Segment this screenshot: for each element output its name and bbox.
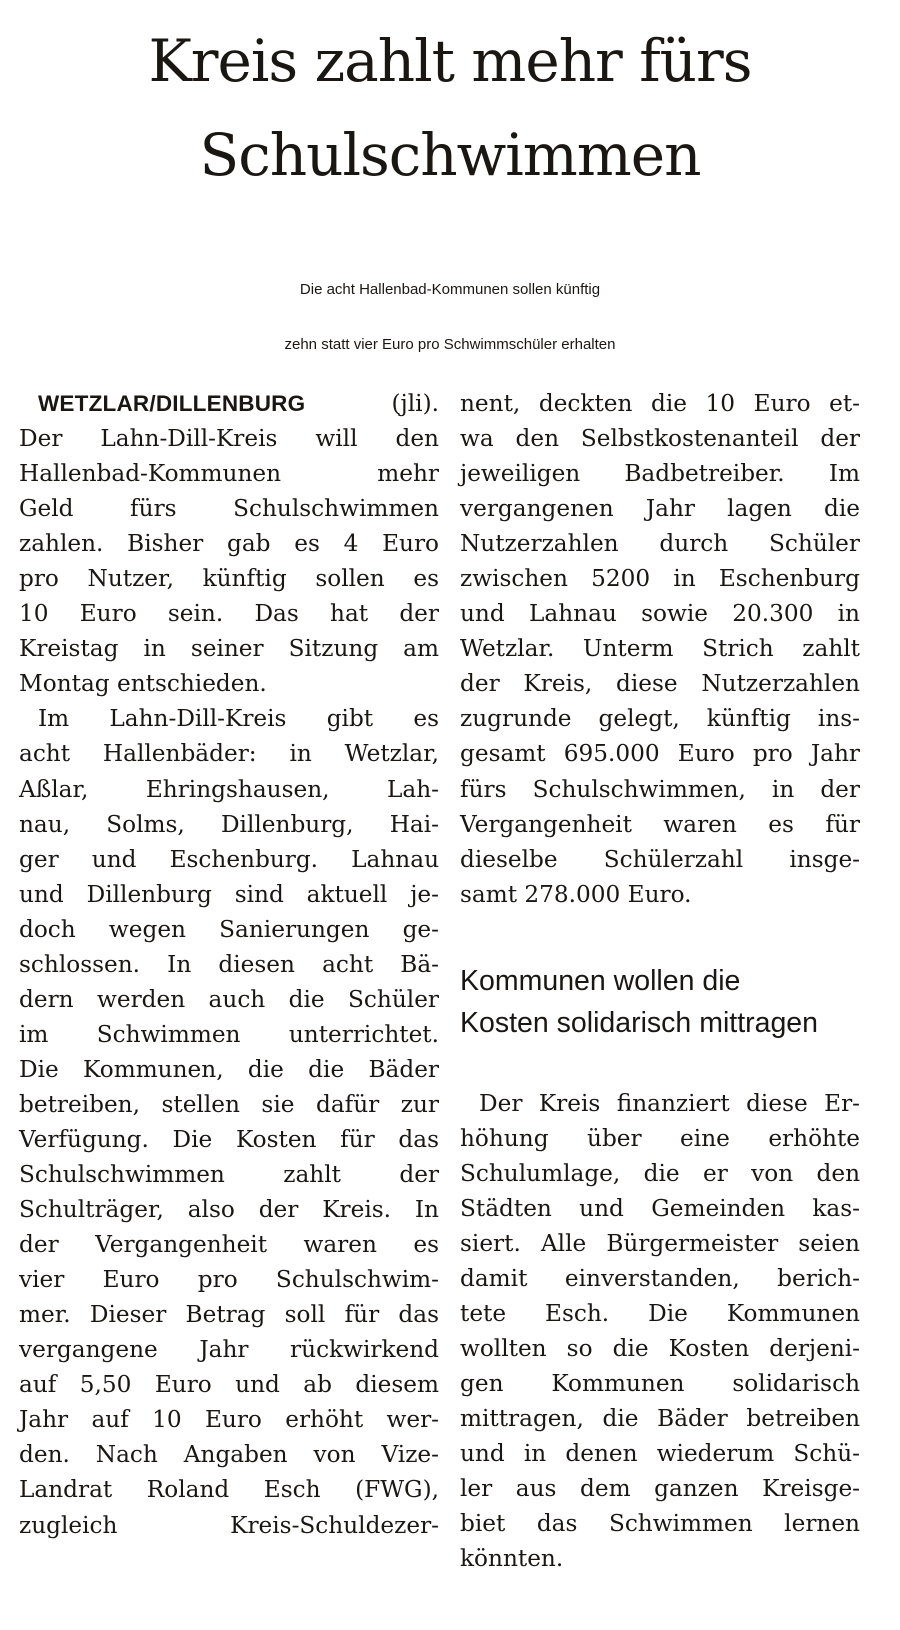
headline [0,14,900,202]
body-line: gesamt 695.000 Euro pro Jahr [460,740,860,768]
body-line: wa den Selbstkostenanteil der [460,425,860,453]
body-line: mittragen, die Bäder betreiben [460,1405,860,1433]
body-line: Jahr auf 10 Euro erhöht wer- [19,1406,439,1434]
body-line: könnten. [460,1545,564,1573]
headline-line: Kreis zahlt mehr fürs [148,27,752,95]
body-line: der Kreis, diese Nutzerzahlen [460,670,860,698]
author-tag: (jli). [391,390,439,417]
body-line: im Schwimmen unterrichtet. [19,1020,439,1048]
body-line: vergangenen Jahr lagen die [460,495,860,523]
dateline: WETZLAR/DILLENBURG [38,391,306,416]
body-line: pro Nutzer, künftig sollen es [19,565,439,593]
body-line: und Dillenburg sind aktuell je- [19,880,439,908]
intertitle-line: Kosten solidarisch mittragen [460,1006,819,1039]
body-line: dieselbe Schülerzahl insge- [460,845,860,873]
dateline-row [19,386,439,421]
body-line: gen Kommunen solidarisch [460,1370,860,1398]
body-line: Wetzlar. Unterm Strich zahlt [460,635,860,663]
body-line: zugrunde gelegt, künftig ins- [460,705,860,733]
body-line: Verfügung. Die Kosten für das [19,1125,439,1153]
article-column-left [19,386,439,1543]
subheadline [0,262,900,372]
intertitle [460,960,860,1044]
body-line: und in denen wiederum Schü- [460,1440,860,1468]
body-line: Hallenbad-Kommunen mehr [19,460,439,488]
body-line: wollten so die Kosten derjeni- [460,1335,860,1363]
body-line: samt 278.000 Euro. [460,880,692,908]
body-line: ler aus dem ganzen Kreisge- [460,1475,860,1503]
body-line: Im Lahn-Dill-Kreis gibt es [38,705,439,733]
body-line: höhung über eine erhöhte [460,1124,860,1152]
body-line: Aßlar, Ehringshausen, Lah- [19,775,439,803]
body-line: Kreistag in seiner Sitzung am [19,635,439,663]
body-line: 10 Euro sein. Das hat der [19,600,439,628]
body-line: und Lahnau sowie 20.300 in [460,600,860,628]
body-line: Städten und Gemeinden kas- [460,1194,860,1222]
article-column-right [460,386,860,1576]
body-line: der Vergangenheit waren es [19,1231,439,1259]
body-line: Montag entschieden. [19,670,267,698]
body-line: Landrat Roland Esch (FWG), [19,1476,439,1504]
body-line: nent, deckten die 10 Euro et- [460,390,860,417]
body-line: den. Nach Angaben von Vize- [19,1441,439,1469]
body-line: vergangene Jahr rückwirkend [19,1336,439,1364]
body-line: Schulumlage, die er von den [460,1159,860,1187]
body-line: Schulträger, also der Kreis. In [19,1196,439,1224]
body-line: auf 5,50 Euro und ab diesem [19,1371,439,1399]
body-line: mer. Dieser Betrag soll für das [19,1301,439,1329]
body-line: fürs Schulschwimmen, in der [460,775,860,803]
body-line: schlossen. In diesen acht Bä- [19,950,439,978]
body-line: jeweiligen Badbetreiber. Im [460,460,860,488]
body-line: damit einverstanden, berich- [460,1264,860,1292]
body-line: Der Lahn-Dill-Kreis will den [19,425,439,453]
body-line: vier Euro pro Schulschwim- [19,1266,439,1294]
body-line: Vergangenheit waren es für [460,810,860,838]
body-line: tete Esch. Die Kommunen [460,1299,860,1327]
headline-line: Schulschwimmen [199,121,701,189]
body-line: Schulschwimmen zahlt der [19,1161,439,1189]
body-line: zugleich Kreis-Schuldezer- [19,1511,439,1539]
body-line: nau, Solms, Dillenburg, Hai- [19,810,439,838]
body-line: biet das Schwimmen lernen [460,1510,860,1538]
intertitle-line: Kommunen wollen die [460,964,741,997]
body-line: Der Kreis finanziert diese Er- [479,1089,860,1117]
body-line: acht Hallenbäder: in Wetzlar, [19,740,439,768]
body-line: Die Kommunen, die die Bäder [19,1055,439,1083]
body-line: Geld fürs Schulschwimmen [19,495,439,523]
subheadline-line: zehn statt vier Euro pro Schwimmschüler erhalten [284,336,616,353]
body-line: dern werden auch die Schüler [19,985,439,1013]
body-line: siert. Alle Bürgermeister seien [460,1229,860,1257]
body-line: ger und Eschenburg. Lahnau [19,845,439,873]
body-line: betreiben, stellen sie dafür zur [19,1090,439,1118]
subheadline-line: Die acht Hallenbad-Kommunen sollen künftig [299,281,601,298]
body-line: zahlen. Bisher gab es 4 Euro [19,530,439,558]
body-line: Nutzerzahlen durch Schüler [460,530,860,558]
body-line: zwischen 5200 in Eschenburg [460,565,860,593]
body-line: doch wegen Sanierungen ge- [19,915,439,943]
